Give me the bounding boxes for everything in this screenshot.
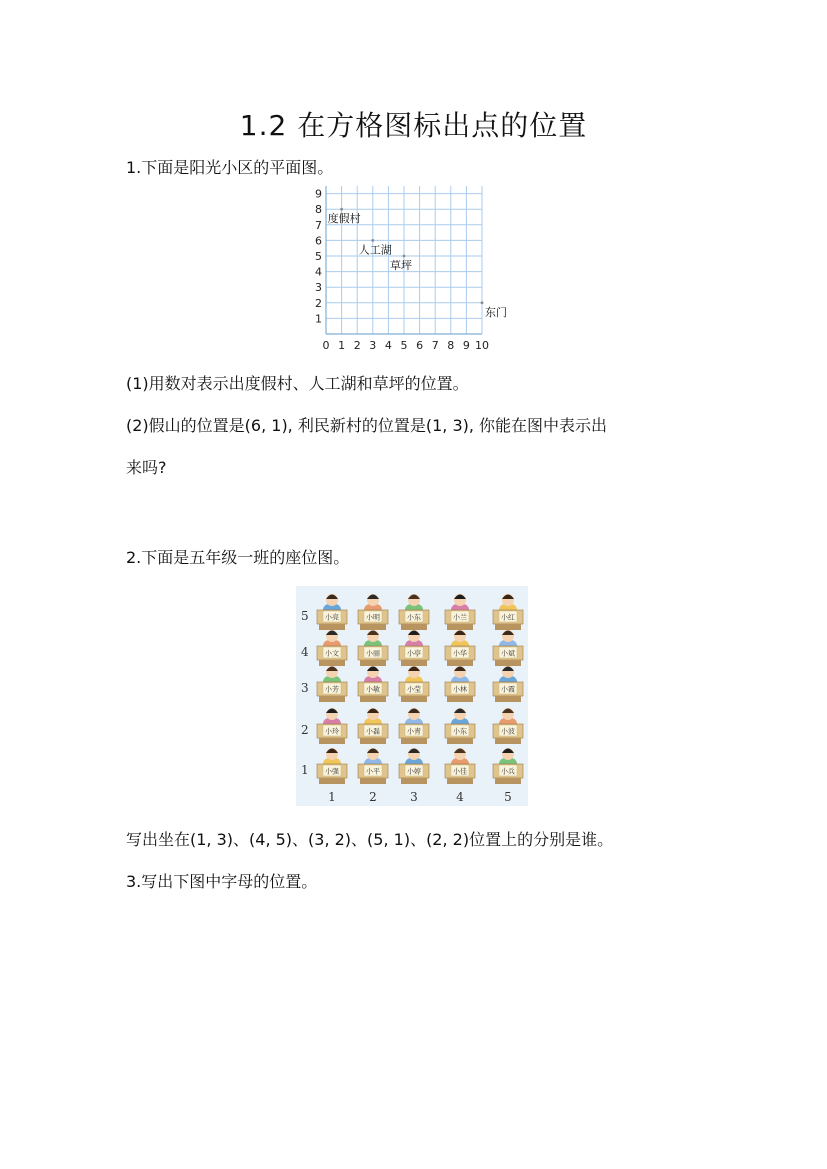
desk-front (319, 660, 345, 666)
student-name: 小林 (453, 685, 467, 694)
student-name: 小霞 (501, 685, 515, 694)
y-tick-label: 3 (315, 281, 322, 295)
student-seat (445, 666, 475, 702)
student-hair (326, 595, 338, 600)
y-tick-label: 6 (315, 234, 322, 248)
desk-front (495, 738, 521, 744)
student-seat (358, 630, 388, 666)
student-seat (317, 630, 347, 666)
student-hair (408, 631, 420, 636)
desk-front (401, 696, 427, 702)
desk-front (319, 696, 345, 702)
student-name: 小东 (453, 727, 467, 736)
desk-front (360, 696, 386, 702)
community-grid (312, 186, 522, 366)
q1-sub2-line2: 来吗? (126, 458, 167, 477)
student-name: 小文 (325, 649, 339, 658)
student-hair (326, 709, 338, 714)
y-tick-label: 7 (315, 218, 322, 232)
x-tick-label: 6 (416, 339, 424, 352)
desk-front (401, 738, 427, 744)
x-tick-label: 3 (369, 339, 377, 352)
place-label: 度假村 (327, 212, 361, 226)
y-tick-label: 8 (315, 203, 322, 217)
student-name: 小婷 (407, 767, 421, 776)
desk-front (360, 738, 386, 744)
x-tick-label: 1 (338, 339, 346, 352)
desk-front (447, 696, 473, 702)
student-name: 小芳 (325, 685, 339, 694)
student-name: 小佳 (453, 767, 467, 776)
student-hair (408, 749, 420, 754)
student-hair (367, 749, 379, 754)
x-tick-label: 2 (353, 339, 361, 352)
y-tick-label: 5 (315, 250, 322, 263)
q3-heading: 3.写出下图中字母的位置。 (126, 872, 318, 891)
student-hair (502, 595, 514, 600)
desk-front (360, 660, 386, 666)
student-hair (326, 667, 338, 672)
place-point (371, 239, 374, 242)
q1-sub2-line1: (2)假山的位置是(6, 1), 利民新村的位置是(1, 3), 你能在图中表示出 (126, 416, 608, 435)
student-name: 小波 (501, 727, 515, 736)
place-point (340, 208, 343, 211)
student-name: 小东 (407, 613, 421, 622)
x-tick-label: 0 (322, 339, 330, 352)
student-seat (358, 666, 388, 702)
student-seat (317, 748, 347, 784)
seat-row-label: 2 (301, 723, 309, 737)
student-hair (408, 595, 420, 600)
student-name: 小亮 (325, 613, 339, 622)
place-point (403, 255, 406, 258)
place-label: 草坪 (390, 259, 412, 272)
student-name: 小莹 (407, 685, 421, 694)
seat-row-label: 3 (301, 681, 309, 695)
x-tick-label: 9 (462, 339, 470, 352)
student-hair (454, 595, 466, 600)
place-label: 东门 (485, 305, 507, 319)
desk-front (447, 778, 473, 784)
desk-front (319, 624, 345, 630)
desk-front (495, 624, 521, 630)
x-tick-label: 5 (400, 339, 408, 352)
student-seat (493, 748, 523, 784)
desk-front (495, 660, 521, 666)
student-hair (502, 749, 514, 754)
student-name: 小红 (501, 613, 515, 622)
desk-front (360, 624, 386, 630)
student-seat (493, 666, 523, 702)
desk-front (401, 660, 427, 666)
student-seat (317, 666, 347, 702)
x-tick-label: 4 (384, 339, 392, 352)
student-seat (399, 748, 429, 784)
student-name: 小丽 (366, 649, 380, 658)
seat-row-label: 1 (301, 763, 309, 777)
desk-front (401, 778, 427, 784)
q2-heading: 2.下面是五年级一班的座位图。 (126, 548, 350, 567)
q1-heading: 1.下面是阳光小区的平面图。 (126, 158, 334, 177)
student-hair (367, 595, 379, 600)
x-tick-label: 7 (431, 339, 439, 352)
q1-sub1: (1)用数对表示出度假村、人工湖和草坪的位置。 (126, 374, 469, 393)
student-hair (454, 667, 466, 672)
student-hair (502, 667, 514, 672)
desk-front (319, 738, 345, 744)
seating-chart (296, 586, 528, 806)
student-hair (408, 709, 420, 714)
x-tick-label: 10 (475, 339, 489, 352)
seat-row-label: 5 (301, 609, 309, 623)
student-seat (399, 708, 429, 744)
student-seat (317, 594, 347, 630)
student-hair (367, 631, 379, 636)
student-hair (367, 667, 379, 672)
student-seat (493, 594, 523, 630)
x-tick-label: 8 (447, 339, 455, 352)
student-name: 小青 (407, 727, 421, 736)
student-hair (502, 709, 514, 714)
student-hair (408, 667, 420, 672)
student-seat (493, 708, 523, 744)
student-hair (326, 631, 338, 636)
seat-col-label: 3 (410, 790, 418, 804)
desk-front (447, 738, 473, 744)
student-name: 小亭 (407, 649, 421, 658)
desk-front (360, 778, 386, 784)
place-label: 人工湖 (358, 243, 392, 257)
student-seat (399, 630, 429, 666)
desk-front (447, 624, 473, 630)
student-name: 小斌 (501, 649, 515, 658)
y-tick-label: 1 (315, 312, 322, 326)
student-seat (445, 708, 475, 744)
student-name: 小兰 (453, 613, 467, 622)
student-seat (358, 594, 388, 630)
place-point (481, 301, 484, 304)
seat-row-label: 4 (301, 645, 309, 659)
seat-col-label: 2 (369, 790, 377, 804)
y-tick-label: 9 (315, 187, 322, 201)
student-hair (454, 749, 466, 754)
student-seat (317, 708, 347, 744)
desk-front (401, 624, 427, 630)
desk-front (495, 696, 521, 702)
student-name: 小玲 (325, 727, 339, 736)
student-hair (367, 709, 379, 714)
student-name: 小华 (453, 649, 467, 658)
student-name: 小磊 (366, 727, 380, 736)
desk-front (447, 660, 473, 666)
y-tick-label: 4 (315, 265, 322, 279)
student-hair (502, 631, 514, 636)
seat-col-label: 5 (504, 790, 512, 804)
desk-front (495, 778, 521, 784)
student-seat (445, 748, 475, 784)
student-name: 小兵 (501, 767, 515, 776)
student-name: 小敏 (366, 685, 380, 694)
q2-question: 写出坐在(1, 3)、(4, 5)、(3, 2)、(5, 1)、(2, 2)位置上的分别是谁。 (126, 830, 614, 849)
seat-col-label: 1 (328, 790, 336, 804)
seat-col-label: 4 (456, 790, 464, 804)
desk-front (319, 778, 345, 784)
y-tick-label: 2 (315, 296, 322, 310)
student-seat (358, 748, 388, 784)
student-seat (445, 594, 475, 630)
student-name: 小明 (366, 613, 380, 622)
page-title: 1.2 在方格图标出点的位置 (239, 109, 588, 142)
student-seat (399, 666, 429, 702)
student-hair (454, 631, 466, 636)
student-name: 小平 (366, 767, 380, 776)
student-seat (493, 630, 523, 666)
student-name: 小强 (325, 767, 339, 776)
student-hair (454, 709, 466, 714)
student-hair (326, 749, 338, 754)
student-seat (358, 708, 388, 744)
student-seat (445, 630, 475, 666)
student-seat (399, 594, 429, 630)
